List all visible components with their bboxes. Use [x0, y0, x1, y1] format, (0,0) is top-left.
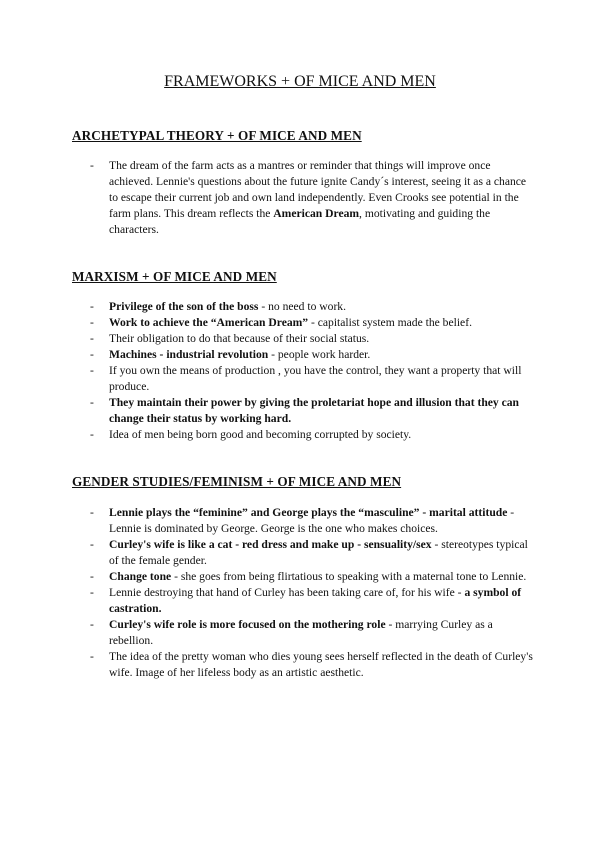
- section-heading-gender: GENDER STUDIES/FEMINISM + OF MICE AND MEN: [72, 474, 402, 489]
- list-item: - Change tone - she goes from being flirtatious to speaking with a maternal tone to Lennie.: [72, 569, 534, 585]
- list-item: - The idea of the pretty woman who dies young sees herself reflected in the death of Curley's wife. Image of her lifeless body as an artistic aesthetic.: [72, 649, 534, 681]
- list-item: - If you own the means of production , you have the control, they want a property that will produce.: [72, 363, 534, 395]
- list-item: - The dream of the farm acts as a mantres or reminder that things will improve once achieved. Lennie's questions about the future ignite Candy´s interest, seeing it as a chance to escape their current job and own land independently. Even Crooks see potential in the farm plans. This dream reflects the American Dream, motivating and guiding the characters.: [72, 158, 534, 238]
- marxism-list: [72, 299, 534, 443]
- archetypal-list: [72, 158, 534, 238]
- list-item: - Their obligation to do that because of their social status.: [72, 331, 534, 347]
- list-item: - Machines - industrial revolution - people work harder.: [72, 347, 534, 363]
- section-heading-marxism: MARXISM + OF MICE AND MEN: [72, 269, 277, 284]
- list-item: - Curley's wife is like a cat - red dress and make up - sensuality/sex - stereotypes typical of the female gender.: [72, 537, 534, 569]
- list-item: - They maintain their power by giving the proletariat hope and illusion that they can change their status by working hard.: [72, 395, 534, 427]
- page-title: FRAMEWORKS + OF MICE AND MEN: [164, 73, 436, 90]
- list-item: - Curley's wife role is more focused on the mothering role - marrying Curley as a rebellion.: [72, 617, 534, 649]
- list-item: - Privilege of the son of the boss - no need to work.: [72, 299, 534, 315]
- list-item: - Lennie plays the “feminine” and George plays the “masculine” - marital attitude - Lennie is dominated by George. George is the one who makes choices.: [72, 505, 534, 537]
- list-item: - Idea of men being born good and becoming corrupted by society.: [72, 427, 534, 443]
- list-item: - Lennie destroying that hand of Curley has been taking care of, for his wife - a symbol of castration.: [72, 585, 534, 617]
- list-item: - Work to achieve the “American Dream” - capitalist system made the belief.: [72, 315, 534, 331]
- gender-list: [72, 505, 534, 681]
- section-heading-archetypal: ARCHETYPAL THEORY + OF MICE AND MEN: [72, 128, 362, 143]
